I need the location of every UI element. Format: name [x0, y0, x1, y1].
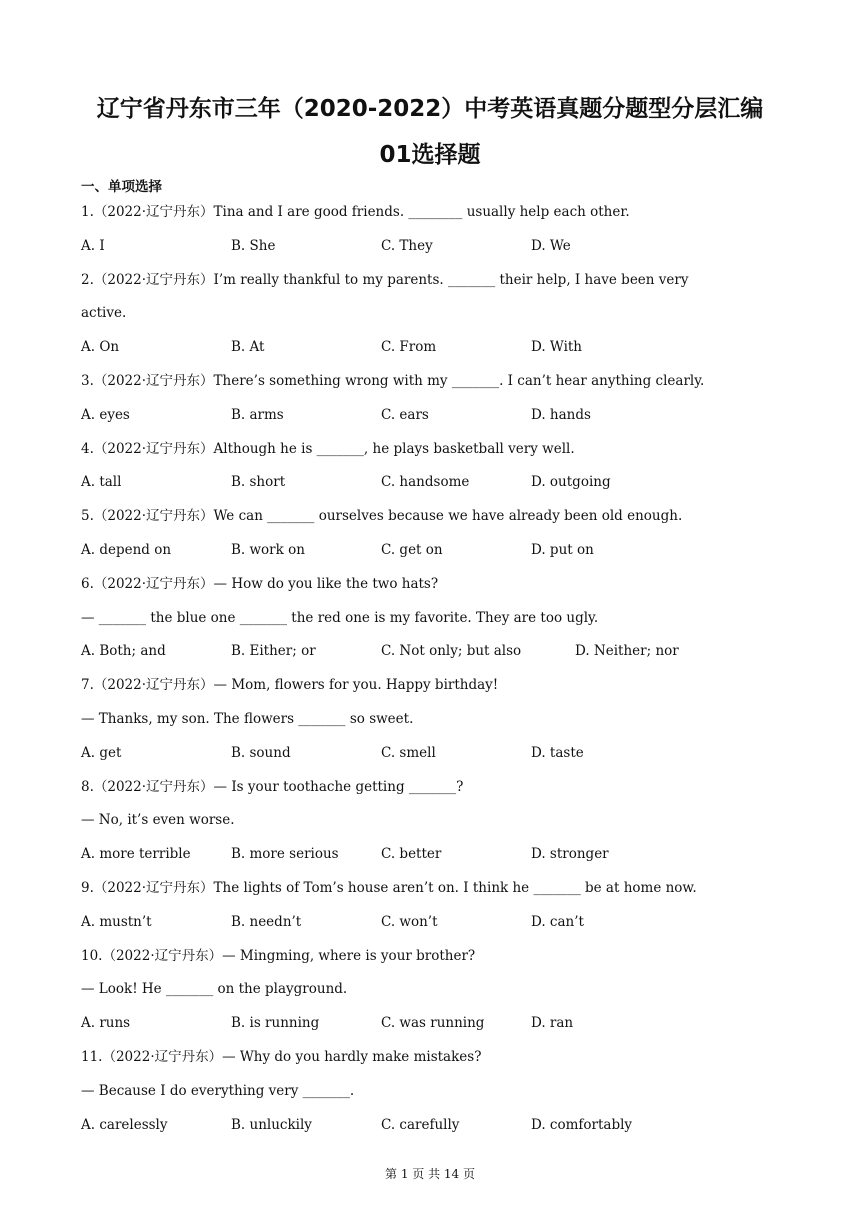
answer-option: D. put on [531, 542, 594, 558]
answer-option: A. tall [81, 474, 122, 491]
question-stem: 9.（2022·辽宁丹东）The lights of Tom’s house aren’t on. I think he _______ be at home now. [81, 880, 697, 896]
answer-option: A. runs [81, 1015, 131, 1032]
question-stem-continuation: — No, it’s even worse. [81, 812, 235, 829]
answer-option: C. handsome [381, 474, 470, 491]
answer-option: A. I [81, 237, 105, 254]
answer-option: B. At [231, 339, 265, 356]
answer-option: A. get [81, 744, 122, 761]
question-stem-continuation: active. [81, 305, 127, 322]
question-stem: 10.（2022·辽宁丹东）— Mingming, where is your brother? [81, 947, 476, 964]
question-stem-continuation: — Look! He _______ on the playground. [81, 981, 348, 998]
answer-option: B. more serious [231, 846, 339, 863]
answer-option: C. From [381, 339, 437, 356]
answer-option: C. won’t [381, 913, 438, 930]
document-subtitle: 01选择题 [379, 142, 481, 168]
answer-option: D. taste [531, 744, 584, 761]
answer-option: A. On [81, 339, 120, 356]
answer-option: B. is running [231, 1015, 320, 1032]
question-stem: 3.（2022·辽宁丹东）There’s something wrong with my _______. I can’t hear anything clearly. [81, 373, 705, 389]
answer-option: B. work on [231, 542, 305, 558]
answer-option: C. smell [381, 744, 436, 761]
answer-option: A. depend on [81, 542, 172, 558]
question-stem: 7.（2022·辽宁丹东）— Mom, flowers for you. Happy birthday! [81, 677, 499, 694]
answer-option: C. carefully [381, 1116, 460, 1133]
answer-option: D. ran [531, 1015, 574, 1032]
question-stem: 6.（2022·辽宁丹东）— How do you like the two hats? [81, 575, 439, 592]
answer-option: C. Not only; but also [381, 643, 522, 660]
page-footer: 第 1 页 共 14 页 [385, 1167, 475, 1181]
answer-option: D. We [531, 237, 571, 254]
section-heading: 一、单项选择 [81, 179, 162, 195]
answer-option: C. They [381, 237, 433, 254]
question-stem-continuation: — Because I do everything very _______. [81, 1082, 355, 1099]
answer-option: D. Neither; nor [575, 643, 679, 660]
answer-option: B. short [231, 474, 286, 491]
answer-option: D. stronger [531, 846, 609, 863]
question-stem-continuation: — _______ the blue one _______ the red one is my favorite. They are too ugly. [81, 609, 599, 626]
answer-option: C. get on [381, 542, 443, 558]
answer-option: C. ears [381, 406, 429, 423]
answer-option: D. can’t [531, 913, 584, 930]
answer-option: A. carelessly [81, 1116, 168, 1133]
question-stem-continuation: — Thanks, my son. The flowers _______ so sweet. [81, 711, 414, 727]
answer-option: C. was running [381, 1015, 485, 1032]
answer-option: B. needn’t [231, 913, 302, 930]
answer-option: D. comfortably [531, 1116, 633, 1133]
answer-option: D. outgoing [531, 474, 611, 491]
question-stem: 8.（2022·辽宁丹东）— Is your toothache getting _______? [81, 778, 464, 795]
document-title: 辽宁省丹东市三年（2020-2022）中考英语真题分题型分层汇编 [96, 96, 764, 122]
answer-option: A. more terrible [81, 846, 191, 863]
answer-option: B. She [231, 237, 276, 254]
answer-option: B. Either; or [231, 643, 316, 660]
answer-option: B. unluckily [231, 1116, 312, 1133]
question-stem: 4.（2022·辽宁丹东）Although he is _______, he plays basketball very well. [81, 440, 575, 457]
answer-option: D. With [531, 339, 583, 356]
answer-option: A. Both; and [81, 643, 166, 660]
question-stem: 5.（2022·辽宁丹东）We can _______ ourselves because we have already been old enough. [81, 508, 683, 525]
question-stem: 1.（2022·辽宁丹东）Tina and I are good friends. ________ usually help each other. [81, 204, 630, 220]
question-stem: 2.（2022·辽宁丹东）I’m really thankful to my parents. _______ their help, I have been very [81, 271, 689, 288]
answer-option: D. hands [531, 406, 591, 423]
answer-option: A. eyes [81, 406, 130, 423]
answer-option: B. sound [231, 744, 291, 761]
answer-option: A. mustn’t [81, 913, 152, 930]
answer-option: C. better [381, 846, 442, 863]
question-stem: 11.（2022·辽宁丹东）— Why do you hardly make mistakes? [81, 1049, 482, 1065]
answer-option: B. arms [231, 406, 284, 423]
